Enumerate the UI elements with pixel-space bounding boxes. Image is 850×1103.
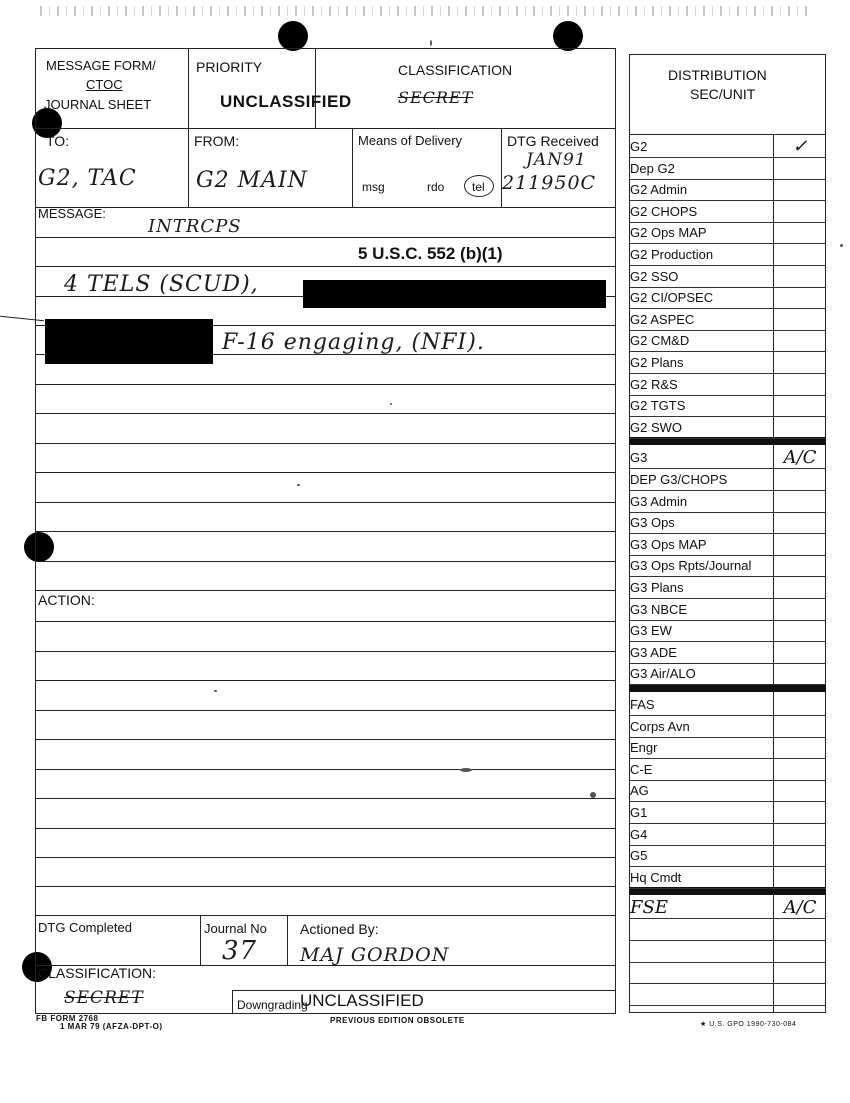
scan-noise-top <box>40 6 810 16</box>
distribution-mark <box>778 737 822 758</box>
distribution-item: Dep G2 <box>630 160 675 176</box>
distribution-item: G2 TGTS <box>630 398 686 414</box>
distribution-item: G5 <box>630 848 648 864</box>
distribution-item: G3 Admin <box>630 493 688 509</box>
scan-speck <box>297 484 300 486</box>
rule-line <box>35 384 616 385</box>
distribution-header-bottom <box>629 134 826 135</box>
distribution-row-line <box>629 888 826 889</box>
row-line <box>35 207 616 208</box>
frame-top <box>35 48 616 49</box>
divider <box>232 990 233 1014</box>
distribution-item: G3 NBCE <box>630 601 688 617</box>
previous-edition: PREVIOUS EDITION OBSOLETE <box>330 1016 465 1025</box>
distribution-mark <box>778 222 822 243</box>
gpo-imprint: ★ U.S. GPO 1990-730-084 <box>700 1021 797 1028</box>
distribution-empty-row <box>629 940 826 941</box>
distribution-row-line <box>629 684 826 685</box>
rule-line <box>35 413 616 414</box>
distribution-item: G3 ADE <box>630 644 677 660</box>
to-label: TO: <box>46 133 70 149</box>
header-bottom <box>35 128 616 129</box>
distribution-item: AG <box>630 783 649 799</box>
distribution-row-line <box>629 918 826 919</box>
rule-line <box>35 680 616 681</box>
actioned-by-value: MAJ GORDON <box>300 944 450 966</box>
distribution-mark <box>778 244 822 265</box>
distribution-item: G2 Production <box>630 247 714 262</box>
distribution-mark <box>778 759 822 780</box>
rule-line <box>35 621 616 622</box>
distribution-mark: ✓ <box>792 136 808 157</box>
distribution-mark <box>778 802 822 823</box>
distribution-item: G3 EW <box>630 623 672 639</box>
distribution-item: G3 Ops <box>630 515 675 531</box>
frame-bottom <box>35 1013 616 1014</box>
message-line2: 4 TELS (SCUD), <box>64 272 259 297</box>
distribution-mark <box>778 534 822 555</box>
distribution-empty-row <box>629 983 826 984</box>
distribution-mark <box>778 694 822 715</box>
scan-speck <box>214 690 217 692</box>
distribution-item: G2 CHOPS <box>630 203 698 219</box>
rule-line <box>35 472 616 473</box>
rule-line <box>35 561 616 562</box>
distribution-item: FSE <box>630 897 668 919</box>
means-rdo: rdo <box>427 180 445 194</box>
classification-label: CLASSIFICATION <box>398 62 513 78</box>
distribution-item: Corps Avn <box>630 718 690 734</box>
distribution-mark <box>778 642 822 663</box>
distribution-item: DEP G3/CHOPS <box>630 472 728 487</box>
redaction-block <box>45 319 213 364</box>
scan-speck <box>840 244 843 247</box>
divider <box>287 915 288 965</box>
distribution-item: G2 SSO <box>630 268 679 284</box>
distribution-mark <box>778 867 822 888</box>
priority-label: PRIORITY <box>196 59 263 75</box>
rule-line <box>35 531 616 532</box>
statute-stamp: 5 U.S.C. 552 (b)(1) <box>358 244 503 263</box>
scan-speck <box>460 768 472 772</box>
punch-hole <box>278 21 308 51</box>
message-label: MESSAGE: <box>38 206 106 221</box>
distribution-header-line1: DISTRIBUTION <box>668 67 767 83</box>
means-tel: tel <box>472 180 485 194</box>
distribution-mark <box>778 491 822 512</box>
distribution-mark <box>778 179 822 200</box>
unclassified-stamp: UNCLASSIFIED <box>300 991 424 1010</box>
from-value: G2 MAIN <box>196 168 308 193</box>
form-number: FB FORM 2768 <box>36 1014 99 1023</box>
rule-line <box>35 266 616 267</box>
distribution-mark <box>778 780 822 801</box>
distribution-mark: A/C <box>783 897 817 919</box>
classification-struck: SECRET <box>398 88 474 107</box>
distribution-item: Hq Cmdt <box>630 869 682 885</box>
distribution-mark <box>778 374 822 395</box>
form-title-line1: MESSAGE FORM/ <box>46 58 156 73</box>
rule-line <box>35 739 616 740</box>
distribution-item: G3 Ops MAP <box>630 536 707 552</box>
distribution-item: G4 <box>630 826 648 842</box>
distribution-mark <box>778 512 822 533</box>
rule-line <box>35 857 616 858</box>
distribution-item: G2 ASPEC <box>630 311 695 327</box>
rule-line <box>35 828 616 829</box>
action-label: ACTION: <box>38 592 95 608</box>
distribution-item: G3 <box>630 450 648 466</box>
downgrading-label: Downgrading <box>237 998 308 1012</box>
distribution-mark <box>778 352 822 373</box>
priority-value: UNCLASSIFIED <box>220 92 352 111</box>
scan-speck <box>590 792 596 798</box>
to-value: G2, TAC <box>38 166 137 191</box>
distribution-mark <box>778 716 822 737</box>
distribution-item: G3 Ops Rpts/Journal <box>630 558 752 574</box>
distribution-item: G2 <box>630 139 648 154</box>
distribution-mark <box>778 330 822 351</box>
divider <box>315 48 316 128</box>
distribution-mark: A/C <box>783 447 817 469</box>
distribution-item: Engr <box>630 740 658 756</box>
rule-line <box>35 710 616 711</box>
rule-line <box>35 915 616 916</box>
scan-speck <box>430 40 432 46</box>
distribution-empty-row <box>629 962 826 963</box>
distribution-item: G3 Air/ALO <box>630 666 696 682</box>
distribution-mark <box>778 201 822 222</box>
divider <box>501 128 502 208</box>
rule-line <box>35 237 616 238</box>
distribution-item: G2 R&S <box>630 376 678 392</box>
distribution-item: C-E <box>630 761 653 777</box>
distribution-item: G2 CI/OPSEC <box>630 290 714 306</box>
distribution-mark <box>778 663 822 684</box>
rule-line <box>35 502 616 503</box>
distribution-row-line <box>629 438 826 439</box>
rule-line <box>35 651 616 652</box>
distribution-mark <box>778 469 822 490</box>
rule-line <box>35 886 616 887</box>
distribution-item: G3 Plans <box>630 580 684 595</box>
dtg-received-label: DTG Received <box>507 133 599 149</box>
redaction-block <box>303 280 606 308</box>
distribution-item: G2 CM&D <box>630 333 690 349</box>
distribution-mark <box>778 395 822 416</box>
dtg-completed-label: DTG Completed <box>38 920 132 935</box>
distribution-mark <box>778 620 822 641</box>
means-label: Means of Delivery <box>358 133 463 148</box>
distribution-mark <box>778 555 822 576</box>
message-line1: INTRCPS <box>148 216 242 237</box>
distribution-item: G2 Ops MAP <box>630 225 707 241</box>
punch-hole <box>24 532 54 562</box>
distribution-mark <box>778 158 822 179</box>
punch-hole <box>553 21 583 51</box>
divider <box>352 128 353 208</box>
distribution-mark <box>778 599 822 620</box>
classification-footer-label: CLASSIFICATION: <box>38 965 156 981</box>
distribution-mark <box>778 577 822 598</box>
form-title-line2: CTOC <box>86 77 123 92</box>
distribution-mark <box>778 287 822 308</box>
distribution-item: G2 Admin <box>630 182 688 198</box>
distribution-mark <box>778 266 822 287</box>
actioned-by-label: Actioned By: <box>300 921 379 937</box>
rule-line <box>35 590 616 591</box>
classification-footer-struck: SECRET <box>64 988 144 1008</box>
distribution-item: G2 SWO <box>630 419 683 435</box>
tel-circle <box>464 175 494 197</box>
distribution-empty-row <box>629 1005 826 1006</box>
distribution-item: FAS <box>630 697 655 712</box>
rule-line <box>35 798 616 799</box>
distribution-item: G2 Plans <box>630 355 684 370</box>
divider <box>200 915 201 965</box>
journal-no-label: Journal No <box>204 921 267 936</box>
means-msg: msg <box>362 180 385 194</box>
dtg-received-line2: 211950C <box>502 172 597 194</box>
form-date: 1 MAR 79 (AFZA-DPT-O) <box>60 1022 163 1031</box>
journal-no-value: 37 <box>222 936 258 966</box>
distribution-mark <box>778 417 822 438</box>
dtg-received-line1: JAN91 <box>526 150 587 170</box>
distribution-mark <box>778 309 822 330</box>
from-label: FROM: <box>194 133 240 149</box>
scan-speck <box>390 403 392 405</box>
distribution-mark <box>778 824 822 845</box>
rule-line <box>35 769 616 770</box>
form-title-line3: JOURNAL SHEET <box>44 97 152 112</box>
distribution-header-line2: SEC/UNIT <box>690 86 756 102</box>
rule-line <box>232 990 616 991</box>
distribution-mark <box>778 845 822 866</box>
distribution-item: G1 <box>630 805 648 820</box>
pen-stroke <box>0 316 44 322</box>
rule-line <box>35 443 616 444</box>
message-line3: F-16 engaging, (NFI). <box>222 330 485 355</box>
